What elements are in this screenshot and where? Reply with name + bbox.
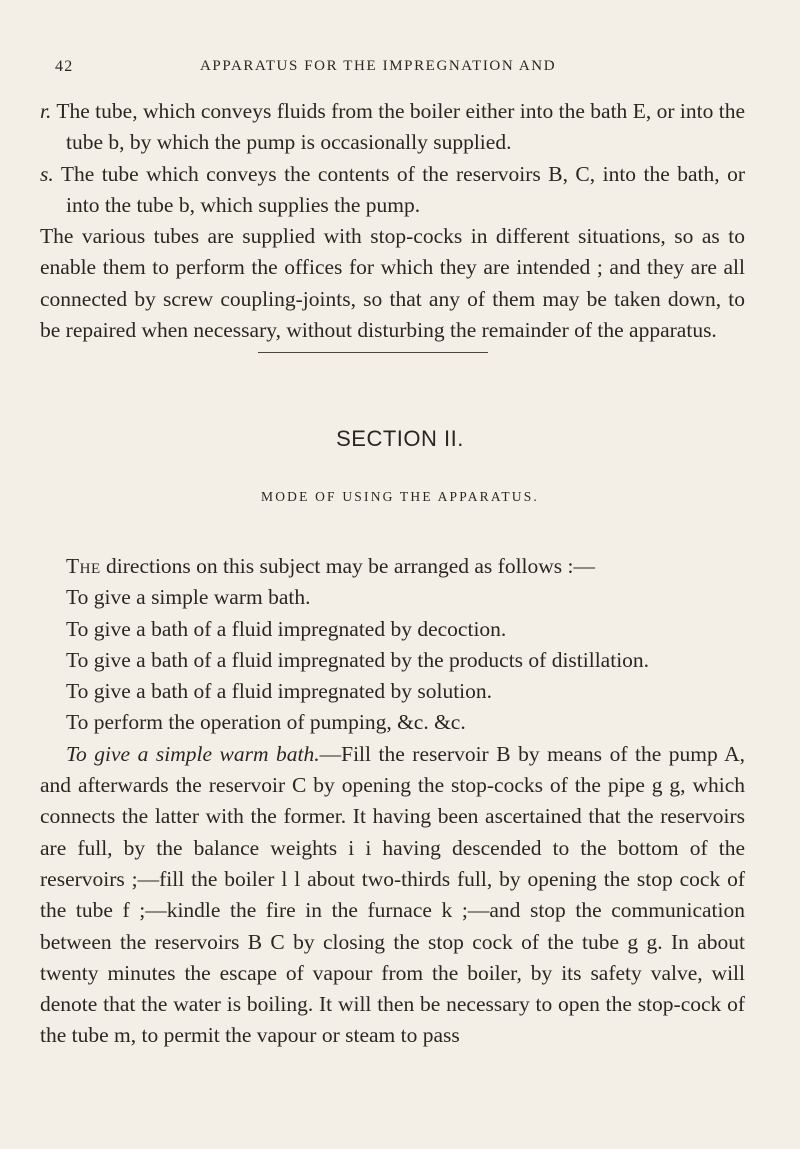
directions-intro bbox=[40, 551, 745, 582]
warm-bath-paragraph bbox=[40, 739, 745, 1052]
warm-bath-heading: To give a simple warm bath. bbox=[66, 741, 320, 766]
item-text: The tube, which conveys fluids from the boiler either into the bath E, or into the tube b, by which the pump is occasionally supplied. bbox=[51, 99, 745, 155]
direction-item: To give a bath of a fluid impregnated by solution. bbox=[66, 679, 493, 704]
tubes-paragraph bbox=[40, 221, 745, 346]
section-divider bbox=[258, 352, 488, 353]
direction-item: To give a simple warm bath. bbox=[66, 585, 311, 610]
apparatus-description bbox=[40, 96, 745, 346]
page-header bbox=[55, 58, 755, 82]
warm-bath-text: —Fill the reservoir B by means of the pump A, and afterwards the reservoir C by opening the stop-cocks of the pipe g g, which connects the latter with the former. It having been ascertained that the reservoirs are full, by the balance weights i i having descended to the bottom of the reservoirs ;—fill the boiler l l about two-thirds full, by opening the stop cock of the tube f ;—kindle the fire in the furnace k ;—and stop the communication between the reservoirs B C by closing the stop cock of the tube g g. In about twenty minutes the escape of vapour from the boiler, by its safety valve, will denote that the water is boiling. It will then be necessary to open the stop-cock of the tube m, to permit the vapour or steam to pass bbox=[40, 741, 745, 1048]
directions-block bbox=[40, 551, 745, 1052]
direction-item: To give a bath of a fluid impregnated by the products of distillation. bbox=[66, 647, 650, 672]
page-number: 42 bbox=[55, 58, 74, 75]
item-letter: s. bbox=[40, 161, 54, 186]
direction-item: To perform the operation of pumping, &c. &c. bbox=[66, 710, 466, 735]
running-title: APPARATUS FOR THE IMPREGNATION AND bbox=[200, 58, 557, 74]
item-letter: r. bbox=[40, 99, 52, 123]
direction-item: To give a bath of a fluid impregnated by decoction. bbox=[66, 616, 507, 641]
list-item-r bbox=[40, 96, 745, 159]
list-item-s bbox=[40, 159, 745, 222]
intro-rest: directions on this subject may be arranged as follows :— bbox=[100, 554, 596, 578]
section-title: SECTION II. bbox=[336, 426, 464, 451]
item-text: The tube which conveys the contents of the reservoirs B, C, into the bath, or into the tube b, which supplies the pump. bbox=[53, 161, 745, 217]
tubes-paragraph-text: The various tubes are supplied with stop-cocks in different situations, so as to enable them to perform the offices for which they are intended ; and they are all connected by screw coupling-joints, so that any of them may be taken down, to be repaired when necessary, without disturbing the remainder of the apparatus. bbox=[40, 224, 745, 343]
intro-first-word: The bbox=[66, 554, 101, 578]
section-subtitle: MODE OF USING THE APPARATUS. bbox=[260, 489, 540, 504]
